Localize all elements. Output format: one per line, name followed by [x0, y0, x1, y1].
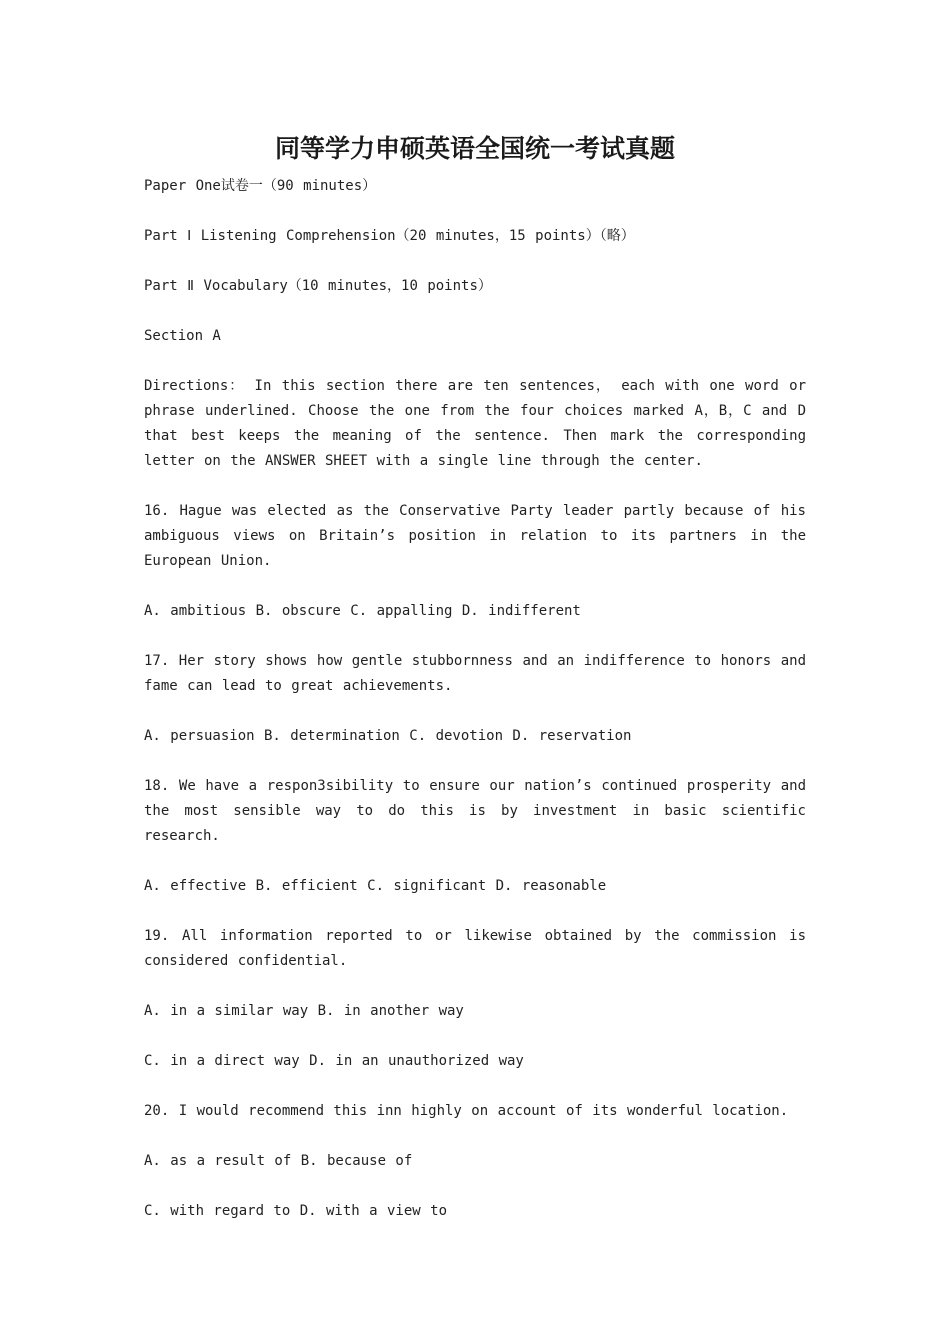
question-19-options-cd: C. in a direct way D. in an unauthorized way — [144, 1053, 524, 1069]
page-title: 同等学力申硕英语全国统一考试真题 — [274, 134, 675, 163]
question-16: 16. Hague was elected as the Conservative Party leader partly because of his ambiguous views on Britain’s position in relation to its partners in the European Union. — [144, 503, 806, 569]
question-16-options: A. ambitious B. obscure C. appalling D. indifferent — [144, 603, 581, 619]
part-one-heading: Part Ⅰ Listening Comprehension（20 minutes，15 points）（略） — [144, 228, 635, 244]
part-two-heading: Part Ⅱ Vocabulary（10 minutes，10 points） — [144, 278, 492, 294]
question-17-options: A. persuasion B. determination C. devotion D. reservation — [144, 728, 632, 744]
paper-heading: Paper One试卷一（90 minutes） — [144, 178, 377, 194]
section-heading: Section A — [144, 328, 221, 344]
question-18: 18. We have a respon3sibility to ensure our nation’s continued prosperity and the most sensible way to do this is by investment in basic scientific research. — [144, 778, 806, 844]
question-20-options-cd: C. with regard to D. with a view to — [144, 1203, 448, 1219]
document-body — [144, 174, 806, 1249]
question-17: 17. Her story shows how gentle stubbornness and an indifference to honors and fame can lead to great achievements. — [144, 653, 806, 694]
question-18-options: A. effective B. efficient C. significant D. reasonable — [144, 878, 607, 894]
question-19-options-ab: A. in a similar way B. in another way — [144, 1003, 464, 1019]
question-19: 19. All information reported to or likewise obtained by the commission is considered confidential. — [144, 928, 806, 969]
directions-paragraph: Directions： In this section there are ten sentences， each with one word or phrase underlined. Choose the one from the four choices marked A，B，C and D that best keeps the meaning of the sentence. Then mark the corresponding letter on the ANSWER SHEET with a single line through the center. — [144, 378, 806, 469]
question-20: 20. I would recommend this inn highly on account of its wonderful location. — [144, 1103, 789, 1119]
question-20-options-ab: A. as a result of B. because of — [144, 1153, 413, 1169]
